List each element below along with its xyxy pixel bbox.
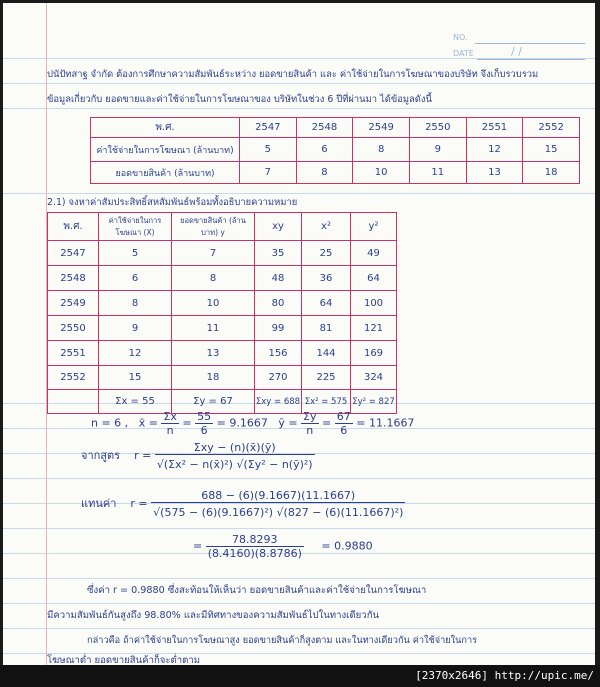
table1-cell: 15 [523,138,580,162]
table1-year: 2550 [409,118,466,138]
table2-cell: 156 [255,341,302,366]
substitution-line [81,489,405,519]
table2-cell: 121 [351,316,397,341]
data-table-2 [47,212,397,414]
table2-cell: 11 [172,316,255,341]
table2-cell: 2552 [48,366,99,390]
table2-cell: 25 [302,241,351,266]
xbar-result: = 9.1667 [216,416,268,430]
conclusion-line-4: โฆษณาต่ำ ยอดขายสินค้าก็จะต่ำตาม [47,655,201,665]
ruled-line [3,578,595,579]
table2-cell: 144 [302,341,351,366]
table2-sum-cell: Σx = 55 [99,390,172,414]
ruled-line [3,193,595,194]
table2-cell: 36 [302,266,351,291]
table1-cell: 11 [409,162,466,184]
table2-sum-cell: Σxy = 688 [255,390,302,414]
table2-cell: 6 [99,266,172,291]
ruled-line [3,83,595,84]
table2-cell: 64 [351,266,397,291]
table2-header: พ.ศ. [48,213,99,241]
table2-cell: 15 [99,366,172,390]
table1-cell: 6 [296,138,353,162]
table2-cell: 324 [351,366,397,390]
ruled-line [3,108,595,109]
problem-line-2: ข้อมูลเกี่ยวกับ ยอดขายและค่าใช้จ่ายในการโฆษณาของ บริษัทในช่วง 6 ปีที่ผ่านมา ได้ข้อมูลดังนี้ [47,94,432,105]
table2-cell: 225 [302,366,351,390]
table1-cell: 5 [240,138,297,162]
date-value: / / [511,45,522,58]
table2-cell: 49 [351,241,397,266]
table2-cell: 81 [302,316,351,341]
sub-label: แทนค่า [81,497,117,510]
table2-cell: 8 [172,266,255,291]
table1-header-label: พ.ศ. [91,118,240,138]
table2-cell: 18 [172,366,255,390]
xbar-fraction-2: $\frac{55}{6}$ [197,410,212,437]
r-lhs: r = [134,449,152,462]
table1-cell: 18 [523,162,580,184]
table2-sum-cell: Σy = 67 [172,390,255,414]
ruled-line [3,603,595,604]
table2-header: ยอดขายสินค้า (ล้านบาท) y [172,213,255,241]
table1-year: 2548 [296,118,353,138]
table2-cell: 99 [255,316,302,341]
table2-cell: 10 [172,291,255,316]
table1-year: 2551 [466,118,523,138]
date-underline [477,59,585,60]
ruled-line [3,628,595,629]
sub-lhs: r = [130,497,148,510]
table2-cell: 35 [255,241,302,266]
table2-cell: 169 [351,341,397,366]
table2-cell: 13 [172,341,255,366]
table1-cell: 7 [240,162,297,184]
xbar-fraction: $\frac{\Sigma x}{n}$ [163,410,177,437]
problem-line-1: ปนัปัทสาฐ จำกัด ต้องการศึกษาความสัมพันธ์ระหว่าง ยอดขายสินค้า และ ค่าใช้จ่ายในการโฆษณาของบริษัท จึงเก็บรวบรวม [47,69,539,80]
table2-cell: 80 [255,291,302,316]
table2-header: xy [255,213,302,241]
table1-year: 2552 [523,118,580,138]
table2-cell: 2551 [48,341,99,366]
footer-text: [2370x2646] http://upic.me/ [415,669,594,682]
ybar-result: = 11.1667 [356,416,415,430]
table1-cell: 8 [296,162,353,184]
ybar-fraction-2: $\frac{67}{6}$ [336,410,351,437]
table2-cell: 2550 [48,316,99,341]
table1-year: 2549 [353,118,410,138]
table1-cell: 9 [409,138,466,162]
footer-bar [0,665,600,687]
table2-header: x² [302,213,351,241]
ruled-line [3,528,595,529]
table1-year: 2547 [240,118,297,138]
xbar-lhs: x̄ = [138,416,158,430]
ybar-lhs: ȳ = [278,416,298,430]
table2-cell: 2549 [48,291,99,316]
table2-header: y² [351,213,397,241]
section-title: 2.1) จงหาค่าสัมประสิทธิ์สหสัมพันธ์พร้อมทั้งอธิบายความหมาย [47,197,298,208]
table2-cell: 270 [255,366,302,390]
table2-cell: 9 [99,316,172,341]
n-value: n = 6 , [91,416,129,430]
r-formula-fraction: $\frac{\text{Σxy − (n)(x̄)(ȳ)}}{\text{√(Σx² − n(x̄)²) √(Σy² − n(ȳ)²)}}$ [156,441,313,471]
ybar-fraction: $\frac{\Sigma y}{n}$ [303,410,317,437]
r-result: = 0.9880 [321,539,373,553]
no-underline [475,43,585,44]
formula-line [81,441,315,471]
table2-header: ค่าใช้จ่ายในการโฆษณา (X) [99,213,172,241]
table1-cell: 13 [466,162,523,184]
table2-cell: 100 [351,291,397,316]
sub2-lhs: = [193,539,203,553]
r-result-fraction: $\frac{78.8293}{(8.4160)(8.8786)}$ [207,533,302,560]
conclusion-line-2: มีความสัมพันธ์กันสูงถึง 98.80% และมีทิศทางของความสัมพันธ์ไปในทางเดียวกัน [47,610,380,621]
ruled-line [3,478,595,479]
table2-sum-cell: Σx² = 575 [302,390,351,414]
data-table-1 [90,117,580,184]
table1-cell: 8 [353,138,410,162]
table2-cell: 5 [99,241,172,266]
conclusion-line-1: ซึ่งค่า r = 0.9880 ซึ่งสะท้อนให้เห็นว่า ยอดขายสินค้าและค่าใช้จ่ายในการโฆษณา [87,585,427,596]
table2-cell: 12 [99,341,172,366]
conclusion-line-3: กล่าวคือ ถ้าค่าใช้จ่ายในการโฆษณาสูง ยอดขายสินค้าก็สูงตาม และในทางเดียวกัน ค่าใช้จ่ายในการ [87,635,478,646]
table1-row-label: ยอดขายสินค้า (ล้านบาท) [91,162,240,184]
formula-label: จากสูตร [81,449,121,462]
table2-sum-cell: Σy² = 827 [351,390,397,414]
means-line: n = 6 , x̄ = $\frac{\Sigma x}{n}$ = $\frac{55}{6}$ = 9.1667 ȳ = $\frac{\Sigma y}{n}$ = $\frac{67}{6}$ = 11.1667 [91,410,415,437]
table2-cell: 48 [255,266,302,291]
result-line [193,533,373,560]
table1-cell: 12 [466,138,523,162]
date-label: DATE [453,49,474,58]
no-label: NO. [453,33,468,42]
table2-cell: 64 [302,291,351,316]
table1-row-label: ค่าใช้จ่ายในการโฆษณา (ล้านบาท) [91,138,240,162]
notebook-page [3,3,595,665]
table1-cell: 10 [353,162,410,184]
table2-cell: 2548 [48,266,99,291]
table2-cell: 2547 [48,241,99,266]
table2-cell: 7 [172,241,255,266]
r-substitution-fraction: $\frac{688 - (6)(9.1667)(11.1667)}{\text{√(575 − (6)(9.1667)²) √(827 − (6)(11.1667)²)}}$ [153,489,404,519]
table2-cell: 8 [99,291,172,316]
